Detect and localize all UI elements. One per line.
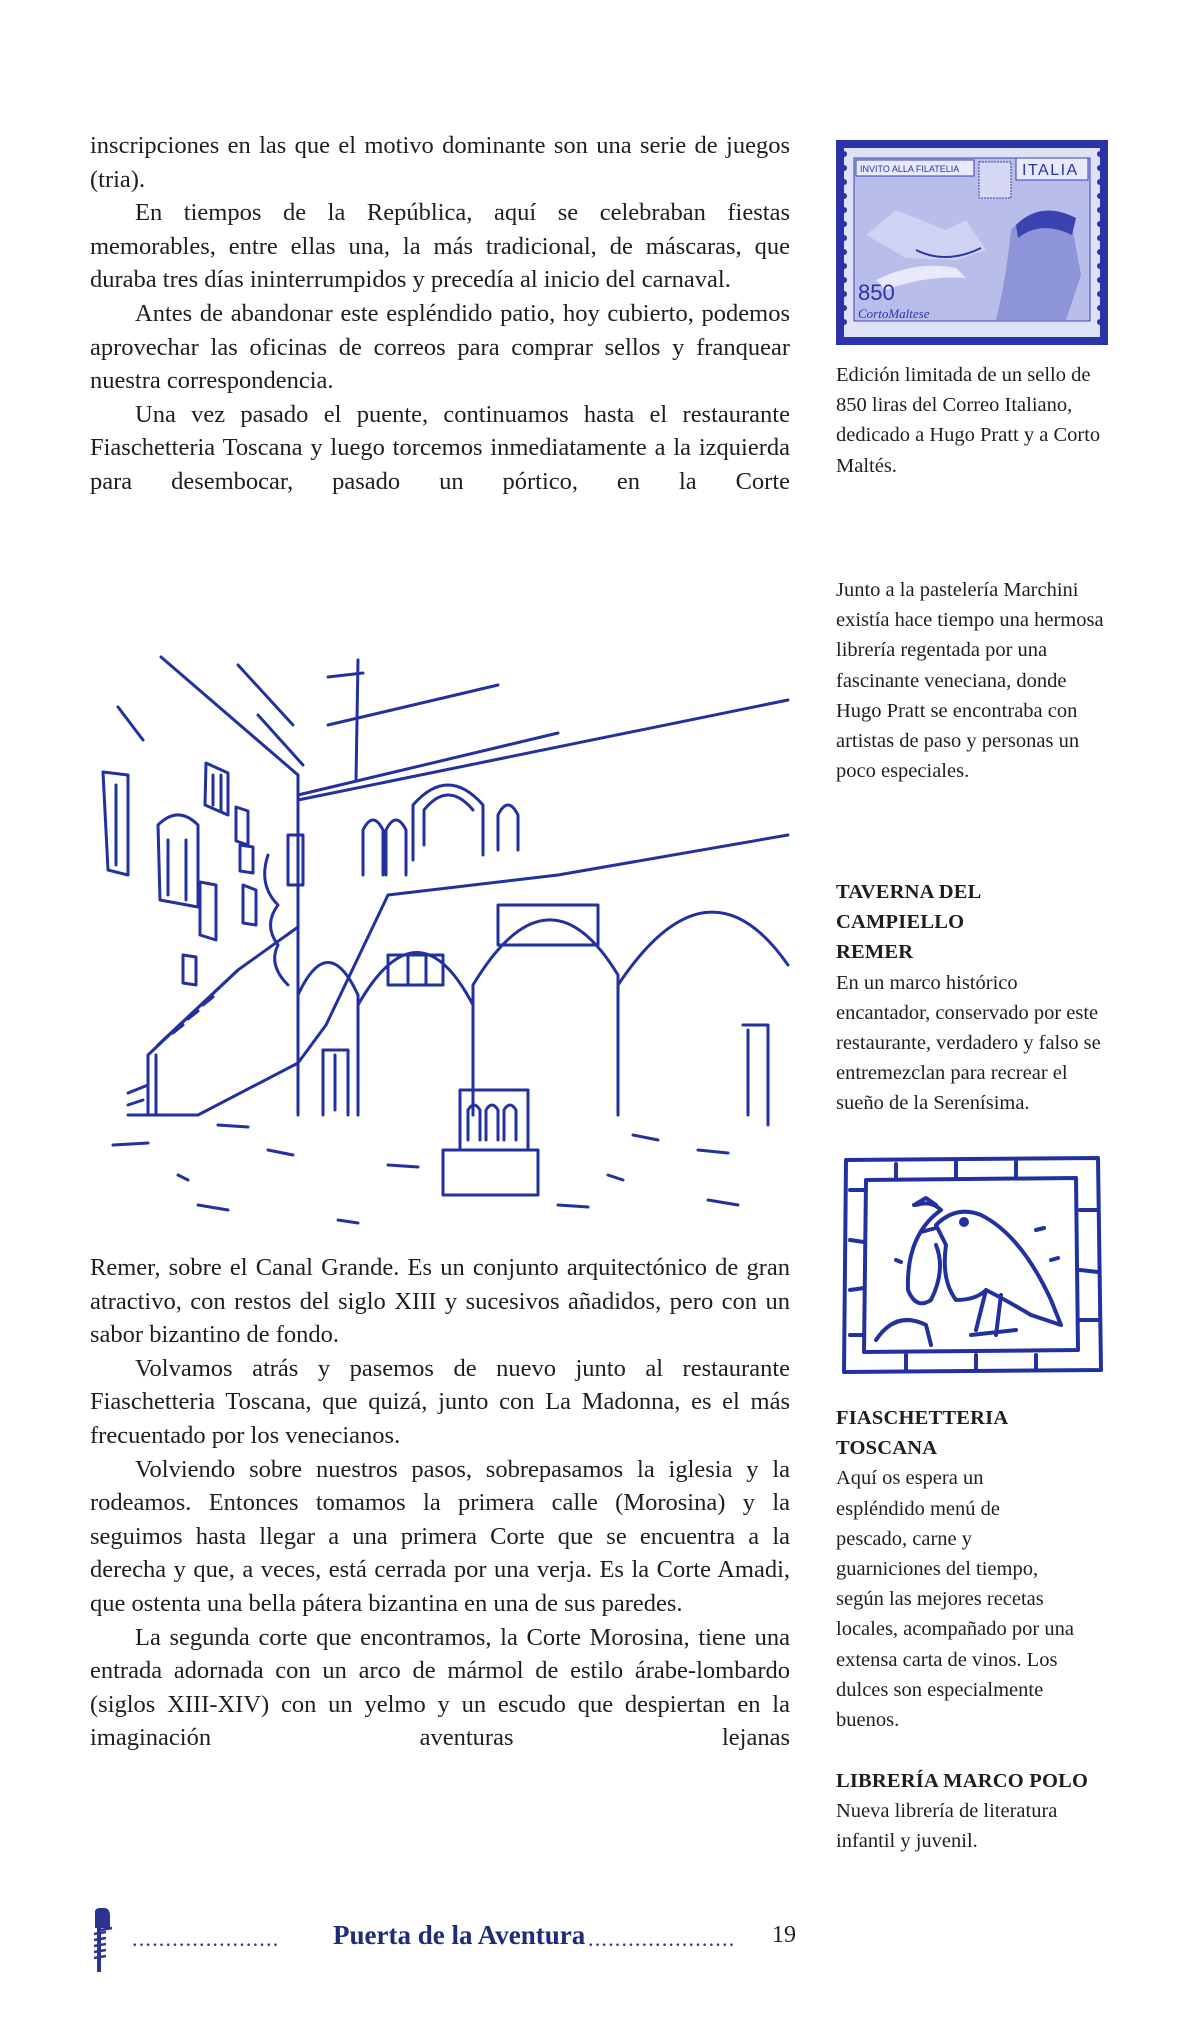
sidebar-entry [836,1766,1106,1857]
sidebar-entry [836,877,1106,1119]
paragraph: La segunda corte que encontramos, la Corte Morosina, tiene una entrada adornada con un arco de mármol de estilo árabe-lombardo (siglos XIII-XIV) con un yelmo y un escudo que despiertan en la imaginación aventuras lejanas [90,1623,790,1752]
paragraph: Antes de abandonar este espléndido patio, hoy cubierto, podemos aprovechar las oficinas de correos para comprar sellos y franquear nuestra correspondencia. [90,299,790,395]
courtyard-illustration [88,645,800,1240]
stamp-banner-left: INVITO ALLA FILATELIA [860,164,960,174]
stamp-image [836,140,1108,345]
running-title: Puerta de la Aventura [333,1920,586,1950]
entry-text: En un marco histórico encantador, conservado por este restaurante, verdadero y falso se entremezclan para recrear el sueño de la Serenísima. [836,971,1101,1115]
sidebar-entry [836,1403,1106,1735]
caption-text: Edición limitada de un sello de 850 liras del Correo Italiano, dedicado a Hugo Pratt y a Corto Maltés. [836,364,1101,477]
entry-title: LIBRERÍA MARCO POLO [836,1770,1089,1792]
page-number: 19 [772,1922,796,1948]
paragraph: Una vez pasado el puente, continuamos hasta el restaurante Fiaschetteria Toscana y luego torcemos inmediatamente a la izquierda para desembocar, pasado un pórtico, en la Corte [90,400,790,495]
paragraph: inscripciones en las que el motivo dominante son una serie de juegos (tria). [90,132,790,193]
page-footer [88,1912,808,1982]
tower-logo-icon [92,1906,116,1974]
leader-dots-left: ...................... [132,1926,280,1951]
body-text-bottom [90,1251,790,1755]
stamp-caption [836,360,1106,481]
entry-title: TAVERNA DEL CAMPIELLO REMER [836,881,981,964]
entry-title: FIASCHETTERIA TOSCANA [836,1407,1008,1460]
bird-tile-illustration [836,1150,1106,1378]
entry-text: Aquí os espera un espléndido menú de pescado, carne y guarniciones del tiempo, según las mejores recetas locales, acompañado por una extensa carta de vinos. Los dulces son especialmente buenos. [836,1467,1074,1732]
paragraph: Remer, sobre el Canal Grande. Es un conjunto arquitectónico de gran atractivo, con restos del siglo XIII y sucesivos añadidos, pero con un sabor bizantino de fondo. [90,1254,790,1349]
paragraph: Volviendo sobre nuestros pasos, sobrepasamos la iglesia y la rodeamos. Entonces tomamos la primera calle (Morosina) y la seguimos hasta llegar a una primera Corte que se encuentra a la derecha y que, a veces, está cerrada por una verja. Es la Corte Amadi, que ostenta una bella pátera bizantina en una de sus paredes. [90,1455,790,1617]
note-text: Junto a la pastelería Marchini existía hace tiempo una hermosa librería regentada por una fascinante veneciana, donde Hugo Pratt se encontraba con artistas de paso y personas un poco especiales. [836,579,1104,783]
sidebar-note [836,575,1106,786]
body-text-top [90,129,790,499]
leader-dots-right: ...................... [588,1926,736,1951]
stamp-value: 850 [858,280,895,305]
stamp-signature: CortoMaltese [858,306,930,321]
paragraph: Volvamos atrás y pasemos de nuevo junto al restaurante Fiaschetteria Toscana, que quizá, junto con La Madonna, es el más frecuentado por los venecianos. [90,1354,790,1449]
entry-text: Nueva librería de literatura infantil y juvenil. [836,1800,1058,1853]
paragraph: En tiempos de la República, aquí se celebraban fiestas memorables, entre ellas una, la más tradicional, de máscaras, que duraba tres días ininterrumpidos y precedía al inicio del carnaval. [90,199,790,294]
stamp-country: ITALIA [1022,162,1079,179]
